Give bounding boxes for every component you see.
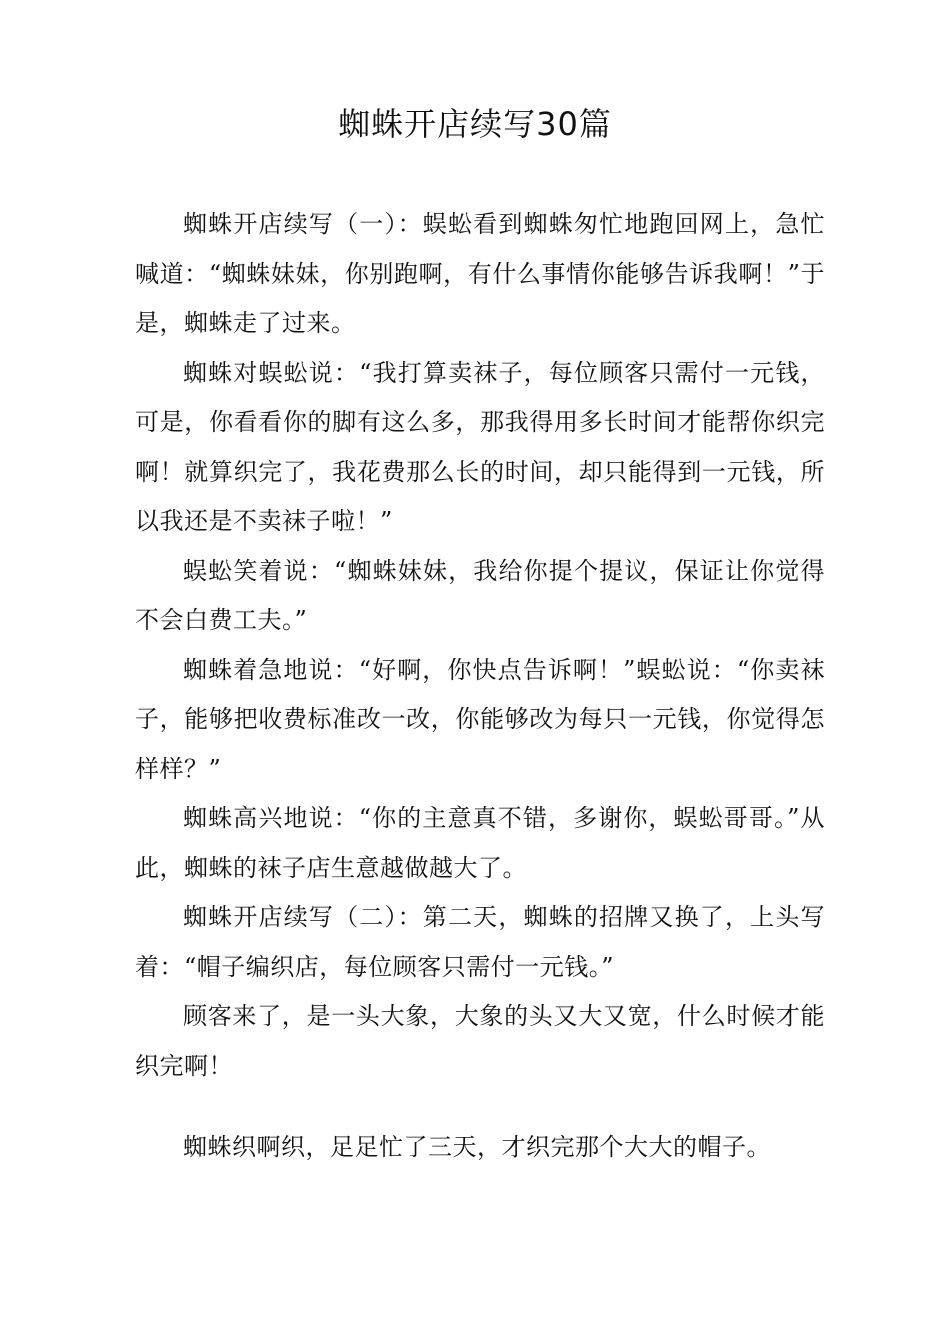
paragraph: 蜘蛛对蜈蚣说：“我打算卖袜子，每位顾客只需付一元钱，可是，你看看你的脚有这么多，那我得用多长时间才能帮你织完啊！就算织完了，我花费那么长的时间，却只能得到一元钱，所以我还是不卖袜子啦！” [135, 358, 825, 535]
document-body [135, 200, 825, 1173]
document-title: 蜘蛛开店续写30篇 [338, 105, 612, 143]
paragraph: 蜘蛛着急地说：“好啊，你快点告诉啊！”蜈蚣说：“你卖袜子，能够把收费标准改一改，你能够改为每只一元钱，你觉得怎样样？” [135, 655, 825, 783]
paragraph: 蜘蛛织啊织，足足忙了三天，才织完那个大大的帽子。 [183, 1133, 771, 1161]
paragraph: 蜘蛛开店续写（一）：蜈蚣看到蜘蛛匆忙地跑回网上，急忙喊道：“蜘蛛妹妹，你别跑啊，有什么事情你能够告诉我啊！”于是，蜘蛛走了过来。 [135, 210, 825, 337]
paragraph: 蜘蛛开店续写（二）：第二天，蜘蛛的招牌又换了，上头写着：“帽子编织店，每位顾客只需付一元钱。” [135, 903, 825, 981]
paragraph: 蜘蛛高兴地说：“你的主意真不错，多谢你，蜈蚣哥哥。”从此，蜘蛛的袜子店生意越做越大了。 [135, 804, 825, 882]
paragraph: 顾客来了，是一头大象，大象的头又大又宽，什么时候才能织完啊！ [135, 1002, 825, 1080]
paragraph: 蜈蚣笑着说：“蜘蛛妹妹，我给你提个提议，保证让你觉得不会白费工夫。” [135, 556, 825, 634]
